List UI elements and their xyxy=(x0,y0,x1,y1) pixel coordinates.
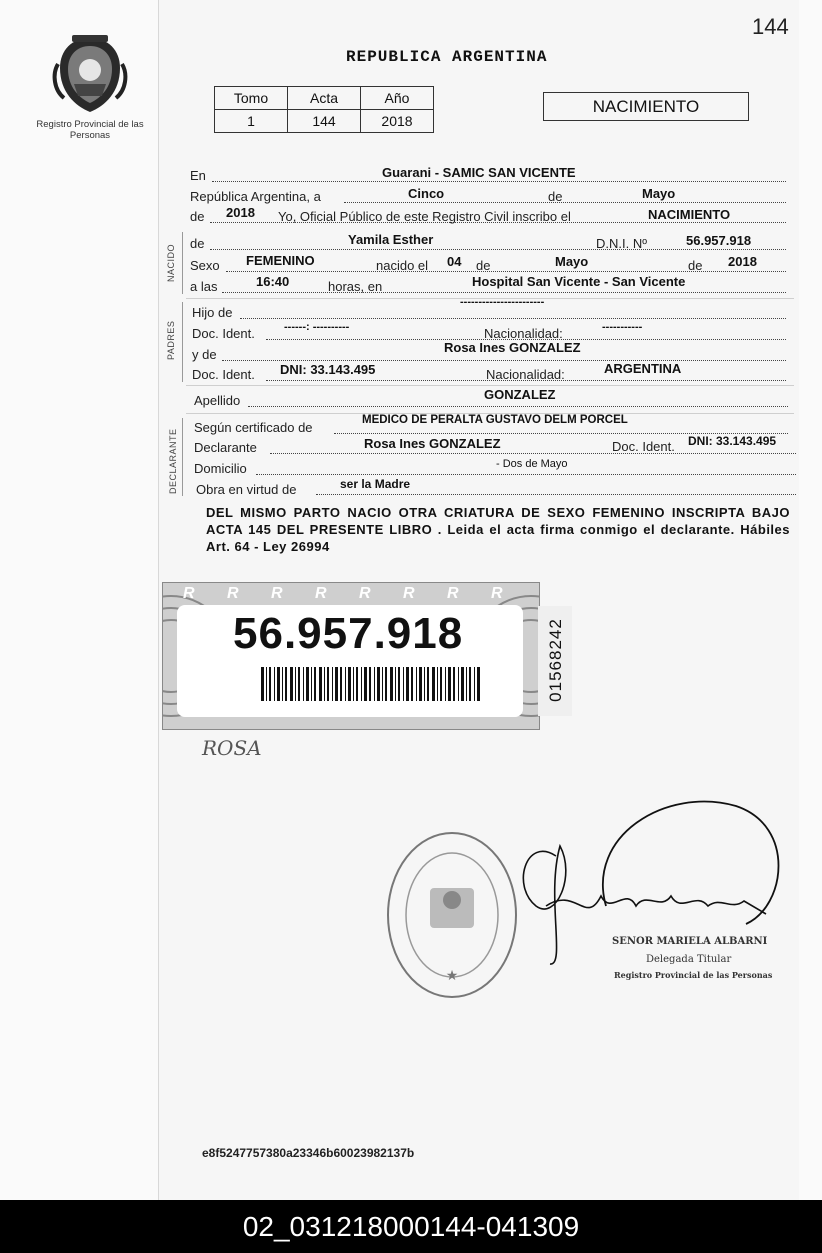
side-code-label xyxy=(538,606,572,716)
side-code: 01568242 xyxy=(545,618,565,702)
sexo-label: Sexo xyxy=(190,258,220,273)
dotted-line xyxy=(212,181,786,182)
time-value: 16:40 xyxy=(256,274,290,289)
month-value: Mayo xyxy=(642,186,676,201)
svg-text:★: ★ xyxy=(445,967,459,983)
en-value: Guarani - SAMIC SAN VICENTE xyxy=(382,165,576,180)
doc1-value: ------: ---------- xyxy=(284,321,350,333)
apellido-label: Apellido xyxy=(194,393,241,408)
birth-year-value: 2018 xyxy=(728,254,757,269)
en-label: En xyxy=(190,168,206,183)
table-header: Tomo xyxy=(215,87,288,110)
table-cell: 2018 xyxy=(361,110,434,133)
republica-label: República Argentina, a xyxy=(190,189,321,204)
birth-month-value: Mayo xyxy=(555,254,589,269)
table-row xyxy=(215,110,434,133)
nac1-value: ----------- xyxy=(602,321,643,333)
table-cell: 1 xyxy=(215,110,288,133)
page-number: 144 xyxy=(752,14,789,39)
nac2-value: ARGENTINA xyxy=(604,361,682,376)
padres-section-label: PADRES xyxy=(166,320,176,360)
a-las-label: a las xyxy=(190,279,218,294)
domicilio-label: Domicilio xyxy=(194,461,247,476)
document-title: REPUBLICA ARGENTINA xyxy=(346,48,548,66)
sticker-letter: R xyxy=(359,585,371,602)
obra-value: ser la Madre xyxy=(340,477,411,491)
decl-doc-label: Doc. Ident. xyxy=(612,439,675,454)
place-value: Hospital San Vicente - San Vicente xyxy=(472,274,686,289)
cert-value: MEDICO DE PERALTA GUSTAVO DELM PORCEL xyxy=(362,414,628,426)
table-cell: 144 xyxy=(288,110,361,133)
day-value: Cinco xyxy=(408,186,445,201)
section-brace xyxy=(182,232,183,294)
dotted-line xyxy=(210,249,786,250)
handwritten-note: ROSA xyxy=(202,736,262,760)
nac1-label: Nacionalidad: xyxy=(484,326,563,341)
hijo-label: Hijo de xyxy=(192,305,233,320)
de-label: de xyxy=(548,189,563,204)
sticker-letter: R xyxy=(491,585,503,602)
signature-name: SENOR MARIELA ALBARNI xyxy=(612,936,768,947)
nacido-de-label: de xyxy=(190,236,205,251)
dotted-line xyxy=(222,292,786,293)
sticker-letter: R xyxy=(403,585,415,602)
horas-label: horas, en xyxy=(328,279,383,294)
notes-paragraph: DEL MISMO PARTO NACIO OTRA CRIATURA DE SEXO FEMENINO INSCRIPTA BAJO ACTA 145 DEL PRESENTE LIBRO . Leida el acta firma conmigo el declarante. Hábiles Art. 64 - Ley 26994 xyxy=(206,505,790,554)
section-brace xyxy=(182,302,183,382)
child-name-value: Yamila Esther xyxy=(348,232,434,247)
decl-doc-value: DNI: 33.143.495 xyxy=(688,434,777,448)
registry-name: Registro Provincial de las Personas xyxy=(36,119,144,141)
de-label-2: de xyxy=(476,258,491,273)
signature-registry: Registro Provincial de las Personas xyxy=(614,970,773,980)
signature-role: Delegada Titular xyxy=(646,954,732,965)
table-header: Año xyxy=(361,87,434,110)
table-header-row xyxy=(215,87,434,110)
official-label: Yo, Oficial Público de este Registro Civil inscribo el xyxy=(278,209,571,224)
sexo-value: FEMENINO xyxy=(246,253,315,268)
document-type-box: NACIMIENTO xyxy=(543,92,749,121)
obra-label: Obra en virtud de xyxy=(196,482,297,497)
registry-table xyxy=(214,86,434,133)
domicilio-value: - Dos de Mayo xyxy=(496,458,568,470)
doc2-value: DNI: 33.143.495 xyxy=(280,362,376,377)
decl-value: Rosa Ines GONZALEZ xyxy=(364,436,501,451)
nacido-section-label: NACIDO xyxy=(166,243,176,282)
nac2-label: Nacionalidad: xyxy=(486,367,565,382)
id-sticker xyxy=(162,582,540,730)
dni-label: D.N.I. Nº xyxy=(596,236,647,251)
doc1-label: Doc. Ident. xyxy=(192,326,255,341)
divider xyxy=(186,385,794,386)
dni-value: 56.957.918 xyxy=(686,233,752,248)
dotted-line xyxy=(344,202,786,203)
sticker-letter: R xyxy=(227,585,239,602)
document-hash: e8f5247757380a23346b60023982137b xyxy=(202,1146,415,1160)
y-de-label: y de xyxy=(192,347,217,362)
signature-icon xyxy=(516,796,786,976)
apellido-value: GONZALEZ xyxy=(484,387,556,402)
dotted-line xyxy=(240,318,786,319)
sticker-letter: R xyxy=(447,585,459,602)
dotted-line xyxy=(248,406,788,407)
year-value: 2018 xyxy=(226,205,255,220)
mother-value: Rosa Ines GONZALEZ xyxy=(444,340,581,355)
dotted-line xyxy=(256,474,796,475)
doc2-label: Doc. Ident. xyxy=(192,367,255,382)
dotted-line xyxy=(222,360,786,361)
de-year-label: de xyxy=(190,209,205,224)
dotted-line xyxy=(270,453,796,454)
inscription-value: NACIMIENTO xyxy=(648,207,731,222)
official-seal-icon xyxy=(384,830,520,1000)
barcode-icon xyxy=(261,667,481,701)
sticker-number: 56.957.918 xyxy=(233,609,464,658)
hijo-value: ----------------------- xyxy=(460,296,545,308)
dotted-line xyxy=(316,494,796,495)
cert-label: Según certificado de xyxy=(194,420,313,435)
footer-code: 02_031218000144-041309 xyxy=(0,1200,822,1253)
birth-day-value: 04 xyxy=(447,254,462,269)
sticker-letter: R xyxy=(271,585,283,602)
sticker-letter: R xyxy=(183,585,195,602)
sticker-letter: R xyxy=(315,585,327,602)
decl-label: Declarante xyxy=(194,440,257,455)
provincial-coat-of-arms-icon xyxy=(50,34,130,116)
de-label-3: de xyxy=(688,258,703,273)
table-header: Acta xyxy=(288,87,361,110)
section-brace xyxy=(182,418,183,496)
nacido-el-label: nacido el xyxy=(376,258,429,273)
declarante-section-label: DECLARANTE xyxy=(168,428,178,494)
